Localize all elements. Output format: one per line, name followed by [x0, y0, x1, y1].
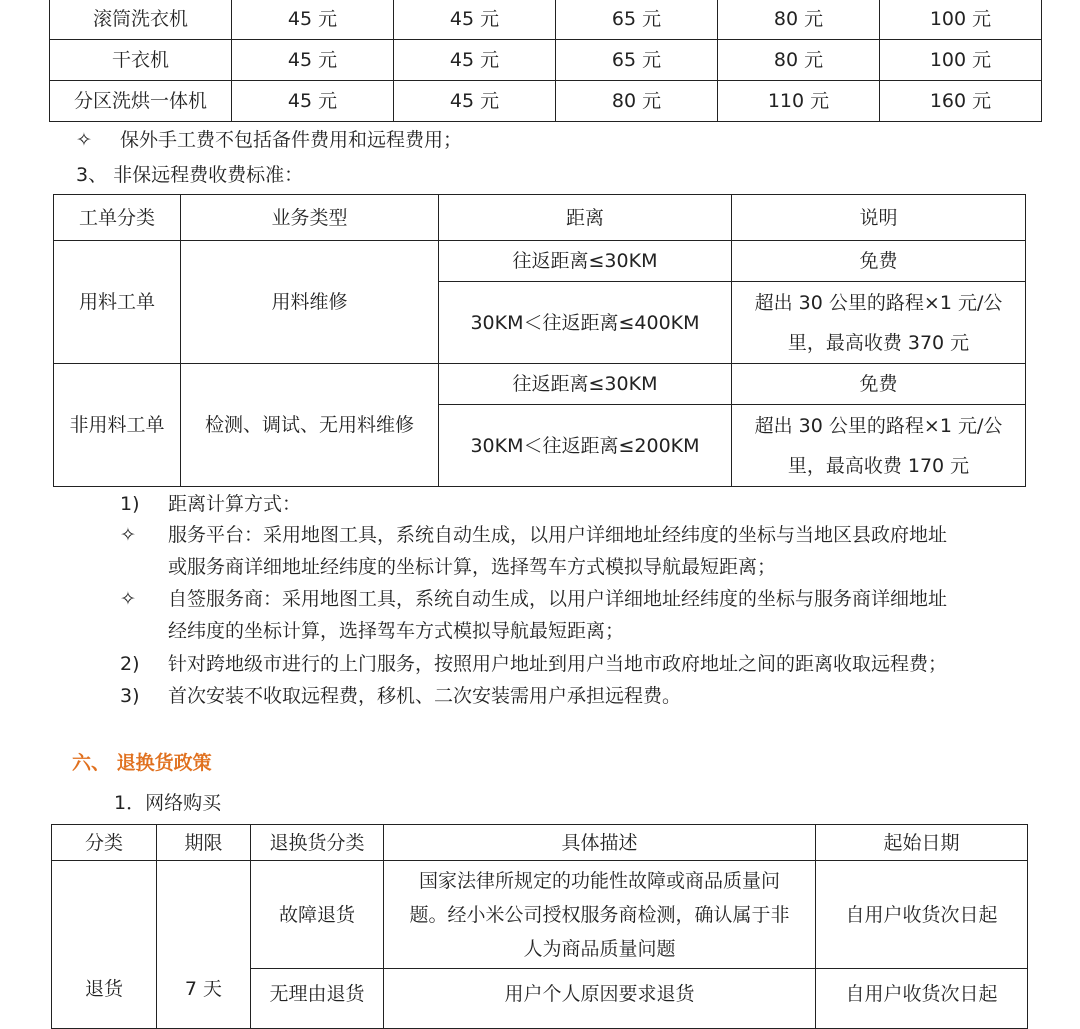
fee-name: 滚筒洗衣机 [50, 0, 232, 40]
business-type: 用料维修 [181, 241, 439, 364]
note-text: 经纬度的坐标计算，选择驾车方式模拟导航最短距离； [168, 620, 625, 642]
fee-cell: 100 元 [880, 0, 1042, 40]
fee-cell: 80 元 [718, 0, 880, 40]
fee-cell: 80 元 [718, 40, 880, 81]
column-header: 工单分类 [54, 195, 181, 241]
table-row [54, 241, 1026, 282]
column-header: 具体描述 [384, 825, 816, 861]
fee-cell: 45 元 [394, 0, 556, 40]
desc-line: 国家法律所规定的功能性故障或商品质量问 [418, 869, 780, 892]
fee-name: 分区洗烘一体机 [50, 81, 232, 122]
order-category: 用料工单 [54, 241, 181, 364]
column-header: 业务类型 [181, 195, 439, 241]
table-header-row [54, 195, 1026, 241]
section-6-title: 六、 退换货政策 [72, 752, 212, 774]
note-text: 服务平台：采用地图工具，系统自动生成，以用户详细地址经纬度的坐标与当地区县政府地址 [168, 524, 948, 546]
desc-line: 里，最高收费 370 元 [787, 331, 970, 354]
note-text: 或服务商详细地址经纬度的坐标计算，选择驾车方式模拟导航最短距离； [168, 556, 777, 578]
note-number: 1) [120, 493, 140, 515]
note-text: 距离计算方式： [168, 493, 302, 515]
fee-cell: 45 元 [232, 81, 394, 122]
table-row [54, 364, 1026, 405]
fee-cell: 45 元 [232, 40, 394, 81]
column-header: 退换货分类 [251, 825, 384, 861]
fee-cell: 65 元 [556, 40, 718, 81]
business-type: 检测、调试、无用料维修 [181, 364, 439, 487]
return-period: 7 天 [157, 861, 251, 1029]
desc-line: 超出 30 公里的路程×1 元/公 [754, 414, 1003, 437]
fee-name: 干衣机 [50, 40, 232, 81]
return-start: 自用户收货次日起 [816, 861, 1028, 969]
fee-cell: 65 元 [556, 0, 718, 40]
desc-line: 超出 30 公里的路程×1 元/公 [754, 291, 1003, 314]
subsection-title: 1．网络购买 [114, 792, 222, 814]
table-row [50, 81, 1042, 122]
section-3-title: 3、 非保远程费收费标准： [76, 164, 304, 186]
fee-cell: 45 元 [394, 40, 556, 81]
return-kind: 无理由退货 [251, 969, 384, 1029]
distance-cell: 30KM＜往返距离≤200KM [439, 405, 732, 487]
fee-table [49, 0, 1042, 122]
bullet-icon: ✧ [120, 588, 136, 610]
return-desc: 用户个人原因要求退货 [384, 969, 816, 1029]
distance-cell: 30KM＜往返距离≤400KM [439, 282, 732, 364]
desc-line: 里，最高收费 170 元 [787, 454, 970, 477]
bullet-icon: ✧ [76, 129, 92, 151]
column-header: 分类 [52, 825, 157, 861]
desc-cell: 免费 [732, 241, 1026, 282]
distance-cell: 往返距离≤30KM [439, 364, 732, 405]
column-header: 起始日期 [816, 825, 1028, 861]
return-category: 退货 [52, 861, 157, 1029]
fee-cell: 80 元 [556, 81, 718, 122]
fee-cell: 110 元 [718, 81, 880, 122]
fee-cell: 160 元 [880, 81, 1042, 122]
bullet-icon: ✧ [120, 524, 136, 546]
labor-note: 保外手工费不包括备件费用和远程费用； [120, 129, 463, 151]
note-number: 2) [120, 653, 140, 675]
table-header-row [52, 825, 1028, 861]
fee-cell: 100 元 [880, 40, 1042, 81]
note-text: 针对跨地级市进行的上门服务，按照用户地址到用户当地市政府地址之间的距离收取远程费； [168, 653, 948, 675]
table-row [50, 0, 1042, 40]
column-header: 距离 [439, 195, 732, 241]
distance-cell: 往返距离≤30KM [439, 241, 732, 282]
desc-line: 人为商品质量问题 [523, 937, 676, 960]
desc-cell [732, 405, 1026, 487]
note-text: 首次安装不收取远程费，移机、二次安装需用户承担远程费。 [168, 685, 682, 707]
table-row [50, 40, 1042, 81]
desc-cell [732, 282, 1026, 364]
table-row [52, 861, 1028, 969]
return-start: 自用户收货次日起 [816, 969, 1028, 1029]
fee-cell: 45 元 [232, 0, 394, 40]
return-policy-table [51, 824, 1028, 1029]
return-desc [384, 861, 816, 969]
fee-cell: 45 元 [394, 81, 556, 122]
desc-line: 题。经小米公司授权服务商检测，确认属于非 [409, 903, 790, 926]
note-number: 3) [120, 685, 140, 707]
remote-fee-table [53, 194, 1026, 487]
order-category: 非用料工单 [54, 364, 181, 487]
note-text: 自签服务商：采用地图工具，系统自动生成，以用户详细地址经纬度的坐标与服务商详细地址 [168, 588, 948, 610]
return-kind: 故障退货 [251, 861, 384, 969]
desc-cell: 免费 [732, 364, 1026, 405]
column-header: 说明 [732, 195, 1026, 241]
column-header: 期限 [157, 825, 251, 861]
